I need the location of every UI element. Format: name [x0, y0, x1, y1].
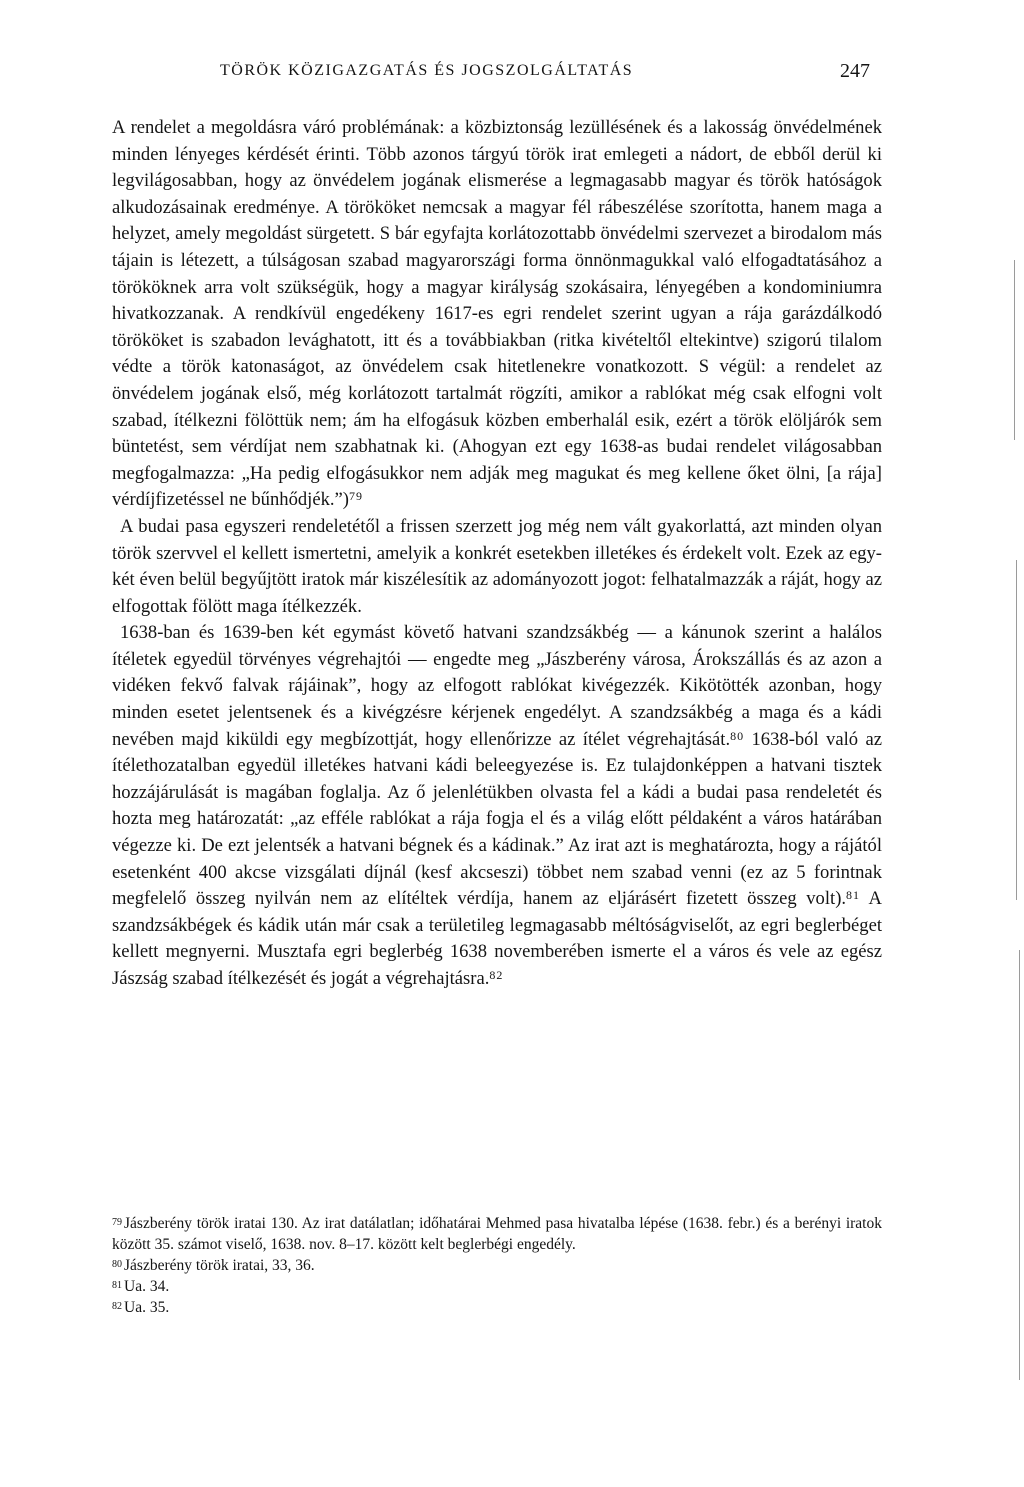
footnote-text: Ua. 34.	[124, 1278, 170, 1295]
footnote	[112, 1276, 882, 1297]
footnote-text: Jászberény török iratai 130. Az irat datálatlan; időhatárai Mehmed pasa hivatalba lépése (1638. febr.) és a berényi iratok között 35. számot viselő, 1638. nov. 8–17. között kelt beglerbégi engedély.	[112, 1215, 882, 1253]
footnote-number: 79	[112, 1217, 122, 1228]
paragraph-1	[112, 115, 882, 514]
footnote-text: Ua. 35.	[124, 1299, 170, 1316]
page-header	[0, 62, 1024, 86]
paragraph-3-text-part-3: A szandzsákbégek és kádik után már csak a területileg legmagasabb méltóságviselőt, az egri beglerbéget kellett megnyerni. Musztafa egri beglerbég 1638 novemberében ismerte el a város és vele az egész Jászság szabad ítélkezését és jogát a végrehajtásra.	[112, 888, 882, 989]
footnote-number: 80	[112, 1259, 122, 1270]
footnote	[112, 1255, 882, 1276]
footnote	[112, 1213, 882, 1255]
paragraph-2-text: A budai pasa egyszeri rendeletétől a frissen szerzett jog még nem vált gyakorlattá, azt minden olyan török szervvel el kellett ismertetni, amelyik a konkrét esetekben illetékes és érdekelt volt. Ezek az egy-két éven belül begyűjtött iratok már kiszélesítik az adományozott jogot: felhatalmazzák a ráját, hogy az elfogottak fölött maga ítélkezzék.	[112, 515, 882, 617]
paragraph-3	[112, 620, 882, 992]
scan-edge-line	[1019, 950, 1020, 1380]
footnote-ref-82: 82	[489, 968, 504, 982]
main-text	[112, 115, 882, 993]
footnote	[112, 1297, 882, 1318]
footnote-number: 82	[112, 1301, 122, 1312]
footnote-ref-80: 80	[730, 728, 745, 743]
scan-edge-line	[1016, 560, 1017, 900]
page-number: 247	[840, 60, 870, 82]
footnote-text: Jászberény török iratai, 33, 36.	[124, 1257, 315, 1274]
scan-edge-line	[1014, 260, 1015, 440]
paragraph-1-text: A rendelet a megoldásra váró problémának: a közbiztonság lezüllésének és a lakosság önvédelmének minden lényeges kérdését érinti. Több azonos tárgyú török irat emlegeti a nádort, de ebből derül ki legvilágosabban, hogy az önvédelem jogának elismerése a legmagasabb magyar és török hatóságok alkudozásainak eredménye. A törököket nemcsak a magyar fél rábeszélése szorította, hanem maga a helyzet, amely megoldást sürgetett. S bár egyfajta korlátozottabb önvédelmi szervezet a birodalom más tájain is létezett, a túlságosan szabad magyarországi forma önnönmagukkal való elfogadtatásához a törököknek arra volt szükségük, hogy a magyar királyság szokásaira, lényegében a kondominiumra hivatkozzanak. A rendkívül engedékeny 1617-es egri rendelet szerint ugyan a rája garázdálkodó törököket is szabadon levághatott, itt és a továbbiakban (ritka kivételtől eltekintve) szigorú tilalom védte a török katonaságot, az önvédelem csak hitetlenekre vonatkozott. S végül: a rendelet az önvédelem jogának első, még korlátozott tartalmát rögzíti, amikor a rablókat még csak elfogni volt szabad, ítélkezni fölöttük nem; ám ha elfogásuk közben emberhalál esik, ezért a török elöljárók sem büntetést, sem vérdíjat nem szabhatnak ki. (Ahogyan ezt egy 1638-as budai rendelet világosabban megfogalmazza: „Ha pedig elfogásukkor nem adják meg magukat és meg kellene őket ölni, [a rája] vérdíjfizetéssel ne bűnhődjék.”)	[112, 117, 882, 511]
footnote-number: 81	[112, 1280, 122, 1291]
paragraph-2	[112, 514, 882, 620]
footnotes	[112, 1213, 882, 1318]
paragraph-3-text-part-1: 1638-ban és 1639-ben két egymást követő hatvani szandzsákbég — a kánunok szerint a halálos ítéletek egyedül törvényes végrehajtói — engedte meg „Jászberény városa, Árokszállás és az azon a vidéken fekvő falvak rájáinak”, hogy az elfogott rablókat kivégezzék. Kikötötték azonban, hogy minden esetet jelentsenek és a kivégzésre kérjenek engedélyt. A szandzsákbég a maga és a kádi nevében majd kiküldi egy megbízottját, hogy ellenőrizze az ítélet végrehajtását.	[112, 622, 882, 750]
paragraph-3-text-part-2: 1638-ból való az ítélethozatalban egyedül illetékes hatvani kádi beleegyezése is. Ez tulajdonképpen a hatvani tisztek hozzájárulását is magában foglalja. Az ő jelenlétükben olvasta fel a kádi a budai pasa rendeletét és hozta meg határozatát: „az efféle rablókat a rája fogja el és a világ előtt példaként a város határában végezze ki. De ezt jelentsék a hatvani bégnek és a kádinak.” Az irat azt is meghatározta, hogy a rájától esetenként 400 akcse vizsgálati díjnál (kesf akcseszi) többet nem szabad venni (ez az 5 forintnak megfelelő összeg nyilván nem az elítéltek vérdíja, hanem az eljárásért fizetett összeg volt).	[112, 728, 882, 910]
running-title: TÖRÖK KÖZIGAZGATÁS ÉS JOGSZOLGÁLTATÁS	[220, 62, 634, 79]
scan-edge-marks	[1010, 260, 1024, 1390]
footnote-ref-79: 79	[348, 489, 363, 504]
footnote-ref-81: 81	[846, 888, 861, 903]
